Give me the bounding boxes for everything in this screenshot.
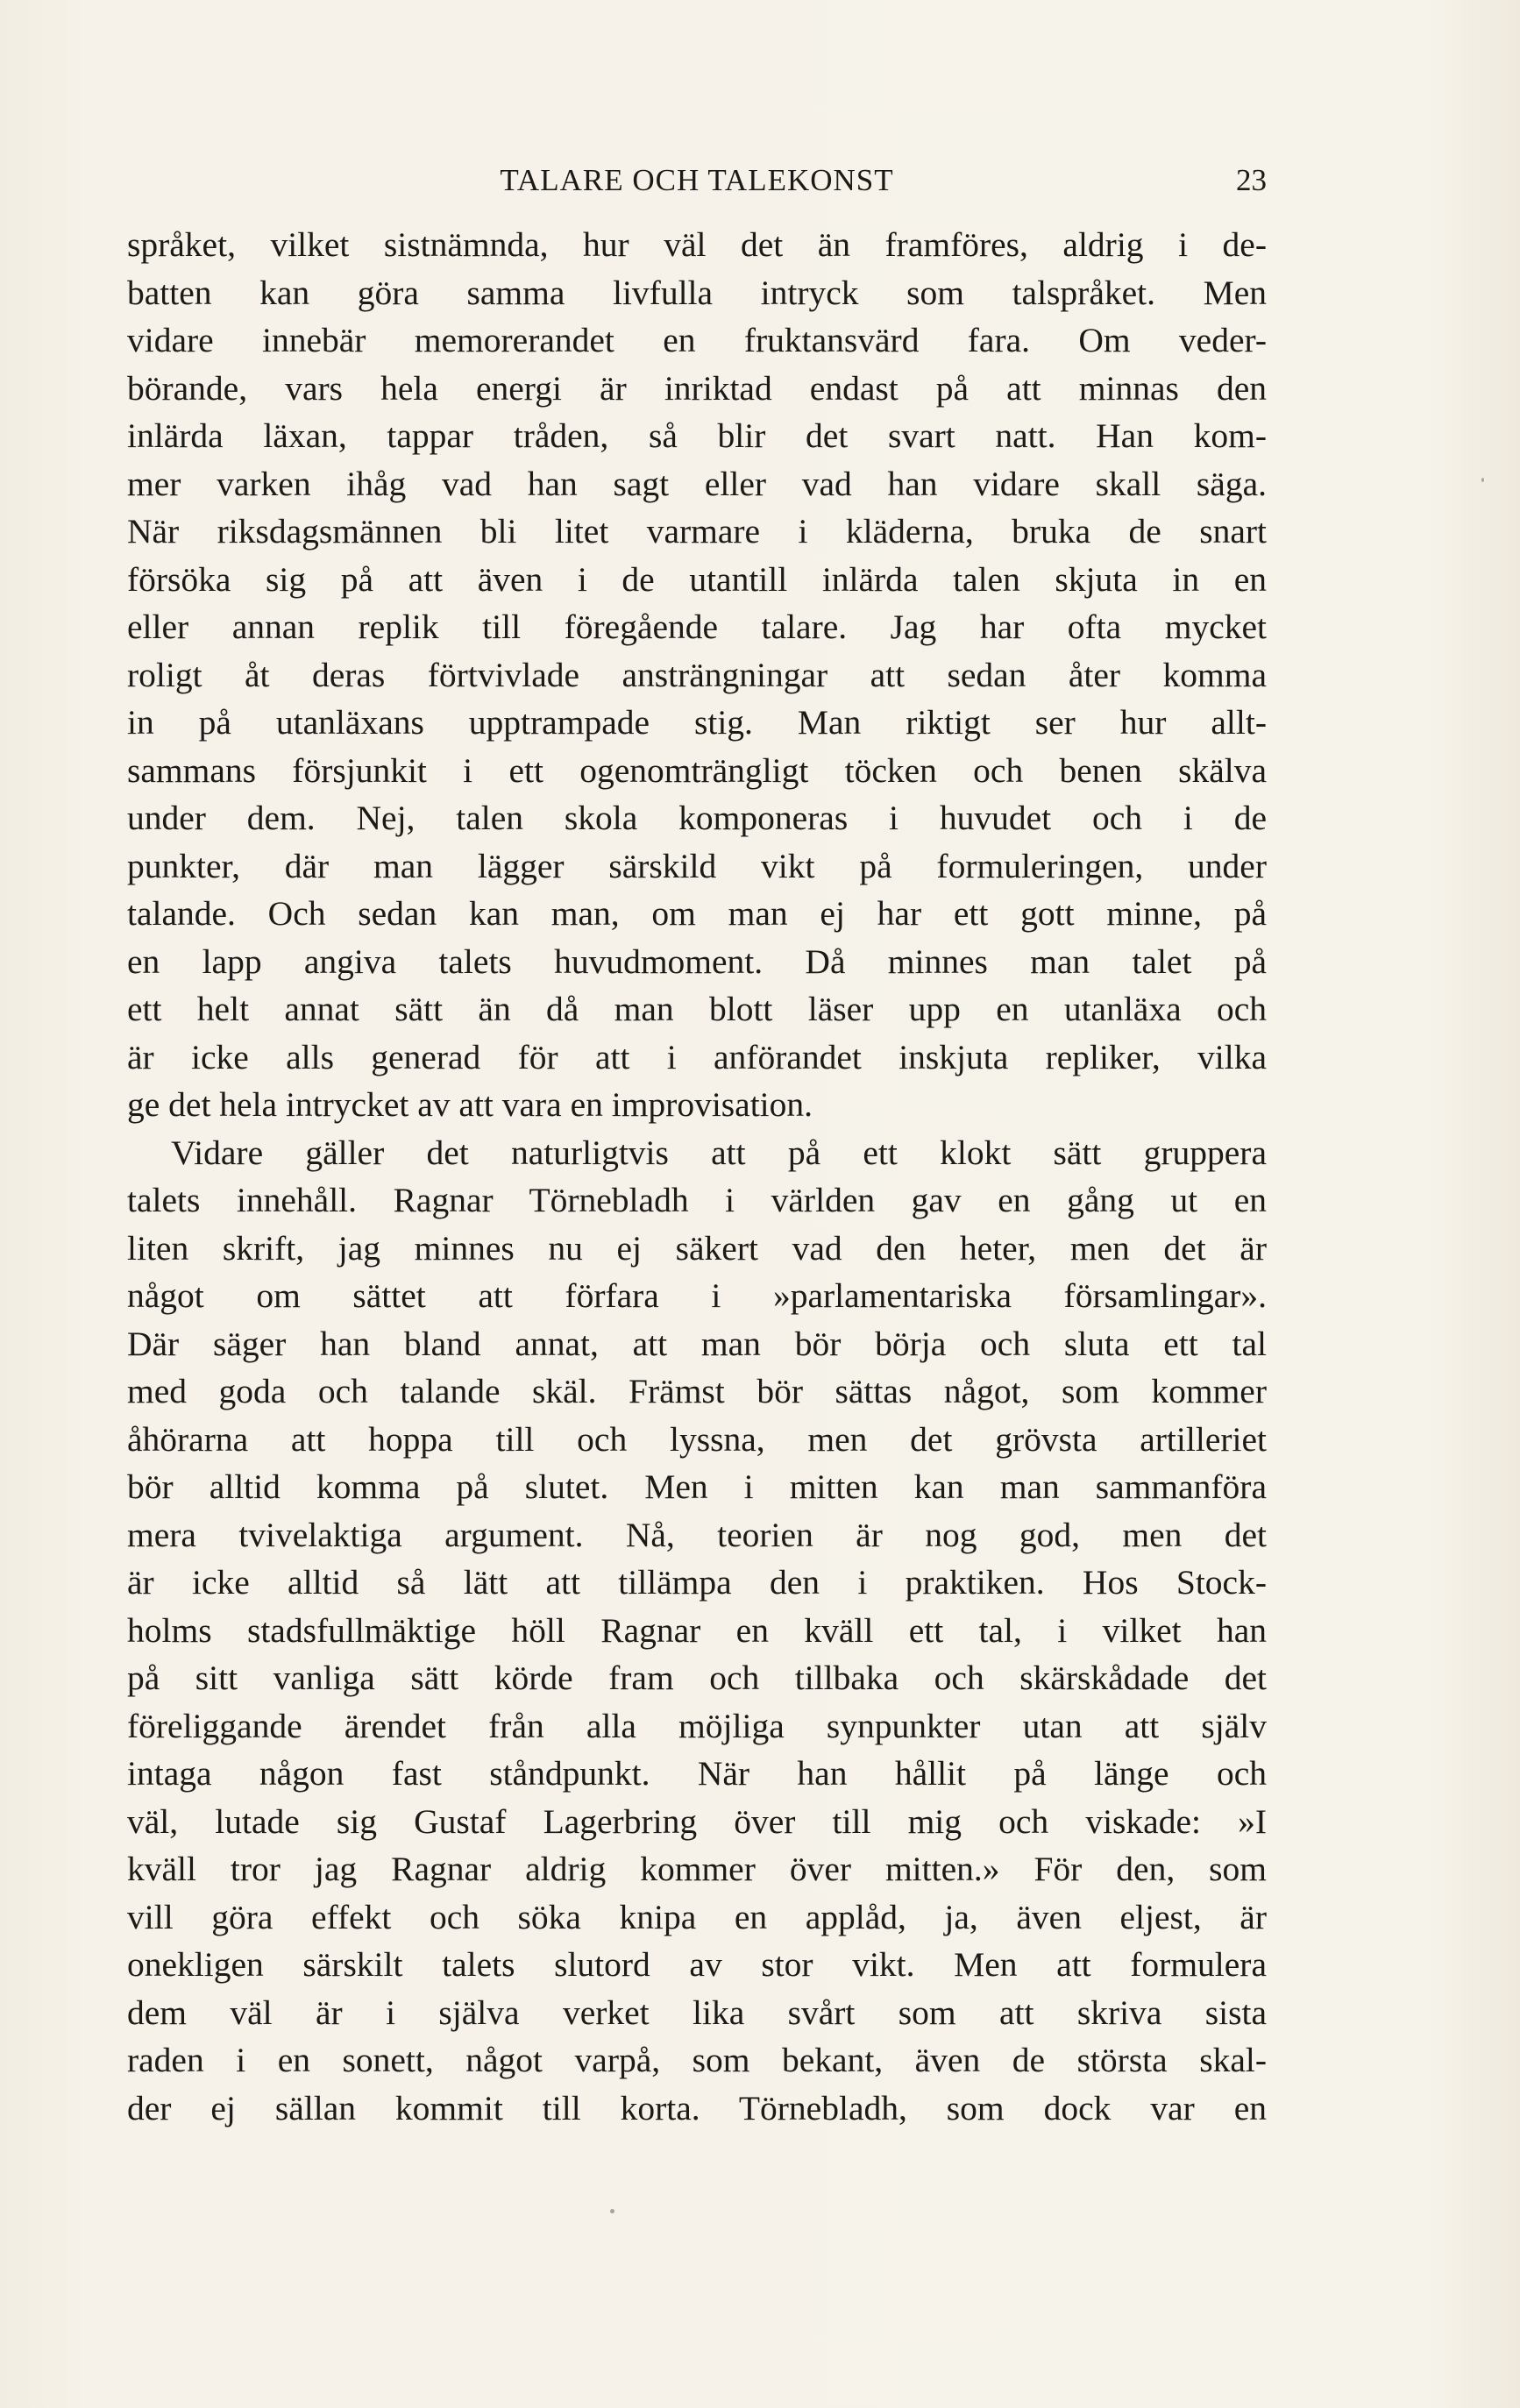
text-line: onekligen särskilt talets slutord av stor vikt. Men att formulera [127,1945,1267,1984]
text-line: holms stadsfullmäktige höll Ragnar en kväll ett tal, i vilket han [127,1610,1267,1650]
paper-speck [1481,478,1484,482]
text-line: dem väl är i själva verket lika svårt som att skriva sista [127,1992,1267,2032]
paper-speck [610,2209,614,2213]
text-line: åhörarna att hoppa till och lyssna, men det grövsta artilleriet [127,1419,1267,1459]
text-line: väl, lutade sig Gustaf Lagerbring över till mig och viskade: »I [127,1801,1267,1841]
text-line: batten kan göra samma livfulla intryck som talspråket. Men [127,273,1267,312]
page-number: 23 [1236,163,1267,197]
text-line: mer varken ihåg vad han sagt eller vad han vidare skall säga. [127,464,1267,503]
text-line: försöka sig på att även i de utantill inlärda talen skjuta in en [127,559,1267,599]
text-line: Där säger han bland annat, att man bör börja och sluta ett tal [127,1324,1267,1363]
text-line: med goda och talande skäl. Främst bör sättas något, som kommer [127,1372,1267,1410]
text-line: är icke alls generad för att i anförandet inskjuta repliker, vilka [127,1037,1267,1076]
text-line: under dem. Nej, talen skola komponeras i huvudet och i de [127,799,1267,837]
text-line: föreliggande ärendet från alla möjliga synpunkter utan att själv [127,1706,1267,1745]
text-line: sammans försjunkit i ett ogenomträngligt töcken och benen skälva [127,750,1267,790]
text-line: raden i en sonett, något varpå, som bekant, även de största skal- [127,2041,1267,2079]
text-line: kväll tror jag Ragnar aldrig kommer över mitten.» För den, som [127,1850,1267,1888]
text-line: börande, vars hela energi är inriktad endast på att minnas den [127,368,1267,408]
body-text [127,221,1267,2132]
text-line: ge det hela intrycket av att vara en improvisation. [127,1085,813,1124]
text-line: bör alltid komma på slutet. Men i mitten kan man sammanföra [127,1467,1267,1506]
paragraph-first-line: Vidare gäller det naturligtvis att på ett klokt sätt gruppera [171,1133,1267,1172]
text-line: der ej sällan kommit till korta. Törnebladh, som dock var en [127,2088,1267,2127]
text-line: en lapp angiva talets huvudmoment. Då minnes man talet på [127,941,1267,981]
text-line: inlärda läxan, tappar tråden, så blir det svart natt. Han kom- [127,416,1267,455]
text-line: När riksdagsmännen bli litet varmare i kläderna, bruka de snart [127,512,1267,551]
text-line: intaga någon fast ståndpunkt. När han hållit på länge och [127,1754,1267,1793]
text-line: något om sättet att förfara i »parlamentariska församlingar». [127,1276,1267,1315]
text-line: punkter, där man lägger särskild vikt på formuleringen, under [127,846,1267,885]
text-line: in på utanläxans upptrampade stig. Man riktigt ser hur allt- [127,703,1267,742]
text-line: ett helt annat sätt än då man blott läser upp en utanläxa och [127,990,1267,1028]
page-header [127,163,1267,205]
text-line: språket, vilket sistnämnda, hur väl det än framföres, aldrig i de- [127,225,1267,264]
text-line: talande. Och sedan kan man, om man ej har ett gott minne, på [127,894,1267,933]
text-line: eller annan replik till föregående talare. Jag har ofta mycket [127,607,1267,646]
text-line: liten skrift, jag minnes nu ej säkert vad den heter, men det är [127,1228,1267,1268]
text-line: vill göra effekt och söka knipa en applåd, ja, även eljest, är [127,1897,1267,1936]
text-line: mera tvivelaktiga argument. Nå, teorien är nog god, men det [127,1515,1267,1554]
running-title: TALARE OCH TALEKONST [500,163,894,197]
text-line: vidare innebär memorerandet en fruktansvärd fara. Om veder- [127,321,1267,359]
text-line: är icke alltid så lätt att tillämpa den i praktiken. Hos Stock- [127,1563,1267,1602]
text-line: på sitt vanliga sätt körde fram och tillbaka och skärskådade det [127,1659,1267,1697]
text-line: talets innehåll. Ragnar Törnebladh i världen gav en gång ut en [127,1181,1267,1219]
text-line: roligt åt deras förtvivlade ansträngningar att sedan åter komma [127,655,1267,694]
